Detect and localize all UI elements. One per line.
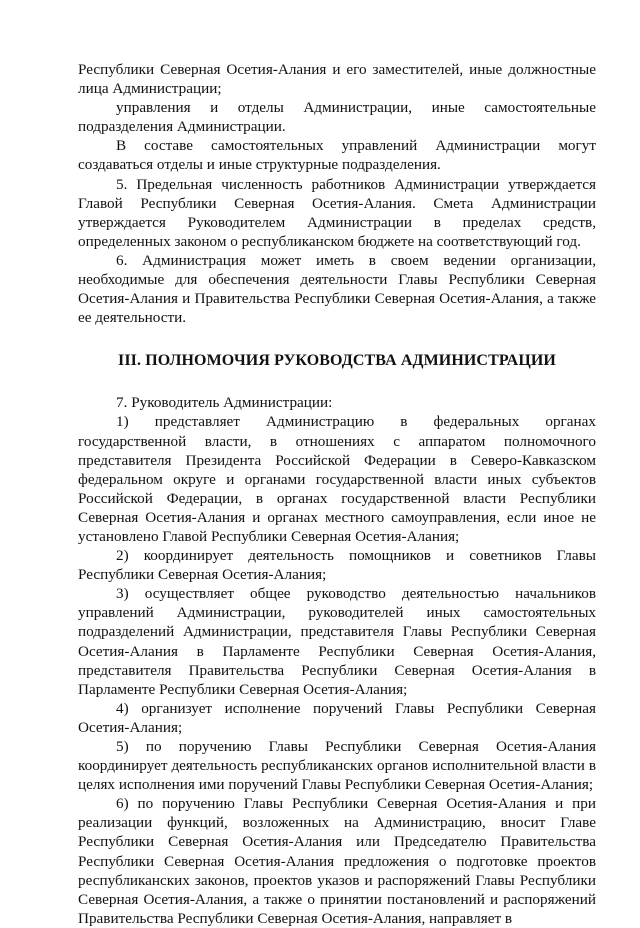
section-before [78,60,596,327]
paragraph-item-6: 6. Администрация может иметь в своем ведении организации, необходимые для обеспечения деятельности Главы Республики Северная Осетия-Алания и Правительства Республики Северная Осетия-Алания, а также ее деятельности. [78,251,596,327]
paragraph-item-7: 7. Руководитель Администрации: [116,394,333,412]
paragraph-subitem-2: 2) координирует деятельность помощников и советников Главы Республики Северная Осетия-Алания; [78,547,596,584]
paragraph-departments: управления и отделы Администрации, иные самостоятельные подразделения Администрации. [78,99,596,136]
paragraph-subitem-3: 3) осуществляет общее руководство деятельностью начальников управлений Администрации, руководителей иных самостоятельных подразделений Администрации, представителя Главы Республики Северная Осетия-Алания в Парламенте Республики Северная Осетия-Алания, представителя Правительства Республики Северная Осетия-Алания в Парламенте Республики Северная Осетия-Алания; [78,585,596,698]
paragraph-structural-units: В составе самостоятельных управлений Администрации могут создаваться отделы и иные структурные подразделения. [78,137,596,174]
paragraph-subitem-6: 6) по поручению Главы Республики Северная Осетия-Алания и при реализации функций, возложенных на Администрацию, вносит Главе Республики Северная Осетия-Алания или Председателю Правительства Республики Северная Осетия-Алания предложения о подготовке проектов республиканских законов, проектов указов и распоряжений Главы Республики Северная Осетия-Алания, а также о принятии постановлений и распоряжений Правительства Республики Северная Осетия-Алания, направляет в [78,795,596,927]
section-after [78,393,596,928]
paragraph-officials: Республики Северная Осетия-Алания и его заместителей, иные должностные лица Администрации; [78,61,596,98]
document-page [78,60,596,928]
paragraph-subitem-5: 5) по поручению Главы Республики Северная Осетия-Алания координирует деятельность республиканских органов исполнительной власти в целях исполнения ими поручений Главы Республики Северная Осетия-Алания; [78,738,596,794]
paragraph-item-5: 5. Предельная численность работников Администрации утверждается Главой Республики Северная Осетия-Алания. Смета Администрации утверждается Руководителем Администрации в пределах средств, определенных законом о республиканском бюджете на соответствующий год. [78,175,596,250]
paragraph-subitem-4: 4) организует исполнение поручений Главы Республики Северная Осетия-Алания; [78,699,596,736]
section-heading: III. ПОЛНОМОЧИЯ РУКОВОДСТВА АДМИНИСТРАЦИИ [118,352,556,370]
paragraph-subitem-1: 1) представляет Администрацию в федеральных органах государственной власти, в отношениях с аппаратом полномочного представителя Президента Российской Федерации в Северо-Кавказском федеральном округе и органами государственной власти иных субъектов Российской Федерации, в органах государственной власти Республики Северная Осетия-Алания и органах местного самоуправления, если иное не установлено Главой Республики Северная Осетия-Алания; [78,413,596,545]
